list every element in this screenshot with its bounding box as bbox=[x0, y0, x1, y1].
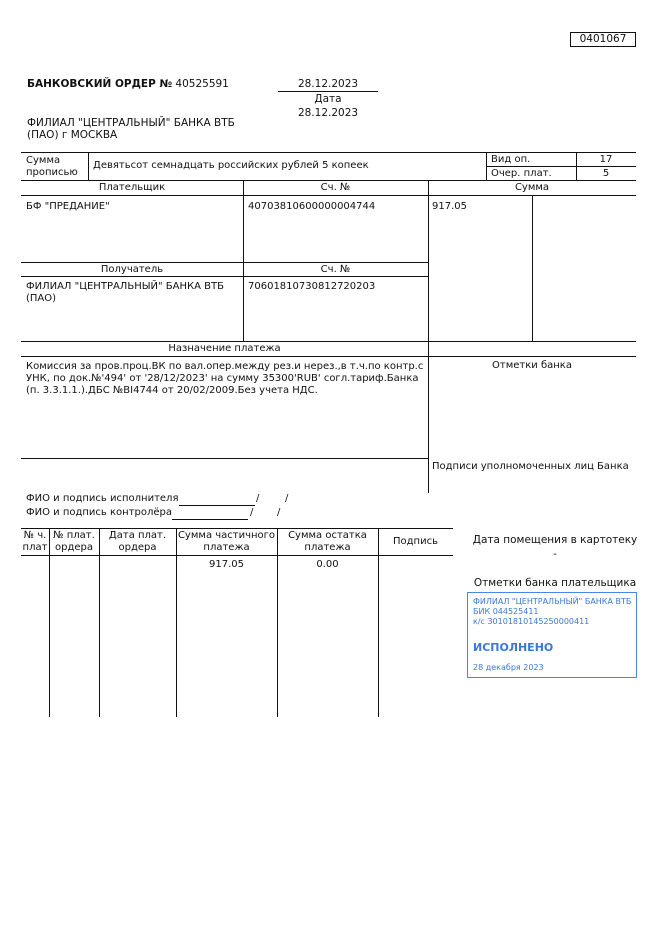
col-header-order-no-1: № плат. bbox=[53, 530, 95, 541]
payer-bank-marks-label: Отметки банка плательщика bbox=[473, 577, 637, 589]
card-file-label: Дата помещения в картотеку bbox=[472, 534, 638, 546]
cell-partial-sum: 917.05 bbox=[209, 559, 244, 570]
priority-label: Очер. плат. bbox=[491, 168, 552, 179]
executor-signature-line[interactable] bbox=[179, 505, 255, 506]
stamp-bik: БИК 044525411 bbox=[473, 607, 539, 616]
col-header-part-no-2: плат bbox=[22, 542, 48, 553]
col-header-partial-sum bbox=[176, 530, 277, 554]
bank-marks-label: Отметки банка bbox=[492, 360, 572, 371]
payer-account-header: Сч. № bbox=[320, 182, 351, 193]
col-header-order-no-2: ордера bbox=[54, 542, 93, 553]
stamp-status: ИСПОЛНЕНО bbox=[473, 641, 554, 654]
operation-type-label: Вид оп. bbox=[491, 154, 531, 165]
controller-signature bbox=[26, 507, 172, 518]
authorized-signatures-label: Подписи уполномоченных лиц Банка bbox=[432, 461, 629, 472]
slash-3: / bbox=[250, 507, 254, 518]
card-file-value: - bbox=[553, 549, 557, 560]
amount-words-value: Девятьсот семнадцать российских рублей 5 копеек bbox=[93, 160, 369, 171]
col-header-remaining-sum-1: Сумма остатка bbox=[288, 530, 367, 541]
amount-words-label bbox=[26, 155, 78, 179]
purpose-line3: (п. 3.3.1.1.).ДБС №BI4744 от 20/02/2009.Без учета НДС. bbox=[26, 385, 318, 396]
col-header-order-date bbox=[99, 530, 176, 554]
recipient-name-line1: ФИЛИАЛ "ЦЕНТРАЛЬНЫЙ" БАНКА ВТБ bbox=[26, 281, 224, 292]
bank-name-line2: (ПАО) г МОСКВА bbox=[27, 129, 118, 141]
order-title bbox=[27, 78, 229, 90]
controller-label: ФИО и подпись контролёра bbox=[26, 507, 173, 518]
col-header-signature: Подпись bbox=[393, 536, 438, 547]
sum-header: Сумма bbox=[514, 182, 550, 193]
purpose-line1: Комиссия за пров.проц.ВК по вал.опер.между рез.и нерез.,в т.ч.по контр.с bbox=[26, 361, 424, 372]
priority-value: 5 bbox=[602, 168, 610, 179]
payer-account: 40703810600000004744 bbox=[248, 201, 376, 212]
order-date: 28.12.2023 bbox=[297, 78, 359, 90]
recipient-name bbox=[26, 281, 224, 305]
purpose-text bbox=[26, 361, 423, 397]
purpose-line2: УНК, по док.№'494' от '28/12/2023' на сумму 35300'RUB' согл.тариф.Банка bbox=[26, 373, 419, 384]
executed-stamp bbox=[467, 592, 637, 678]
col-header-order-date-1: Дата плат. bbox=[108, 530, 167, 541]
col-header-partial-sum-2: платежа bbox=[203, 542, 250, 553]
executor-label: ФИО и подпись исполнителя bbox=[26, 493, 179, 504]
sum-value: 917.05 bbox=[432, 201, 467, 212]
order-number: 40525591 bbox=[175, 78, 229, 90]
stamp-ks: к/с 30101810145250000411 bbox=[473, 617, 590, 626]
executor-signature bbox=[26, 493, 178, 504]
slash-2: / bbox=[285, 493, 289, 504]
amount-words-label-1: Сумма bbox=[26, 155, 61, 166]
col-header-order-no bbox=[49, 530, 99, 554]
controller-signature-line[interactable] bbox=[172, 519, 248, 520]
operation-type-value: 17 bbox=[599, 154, 613, 165]
order-title-label: БАНКОВСКИЙ ОРДЕР № bbox=[27, 78, 173, 90]
stamp-bank: ФИЛИАЛ "ЦЕНТРАЛЬНЫЙ" БАНКА ВТБ bbox=[473, 597, 632, 606]
recipient-account: 70601810730812720203 bbox=[248, 281, 376, 292]
purpose-header: Назначение платежа bbox=[168, 343, 281, 354]
recipient-header: Получатель bbox=[100, 264, 164, 275]
date-label: Дата bbox=[314, 93, 342, 105]
recipient-account-header: Сч. № bbox=[320, 264, 351, 275]
stamp-date: 28 декабря 2023 bbox=[473, 663, 544, 672]
col-header-remaining-sum-2: платежа bbox=[304, 542, 351, 553]
col-header-remaining-sum bbox=[277, 530, 378, 554]
col-header-part-no bbox=[21, 530, 49, 554]
slash-4: / bbox=[277, 507, 281, 518]
col-header-order-date-2: ордера bbox=[118, 542, 157, 553]
order-date-2: 28.12.2023 bbox=[297, 107, 359, 119]
recipient-name-line2: (ПАО) bbox=[26, 293, 57, 304]
slash-1: / bbox=[256, 493, 260, 504]
amount-words-label-2: прописью bbox=[26, 167, 78, 178]
form-code: 0401067 bbox=[570, 32, 636, 47]
col-header-part-no-1: № ч. bbox=[23, 530, 47, 541]
payer-name: БФ "ПРЕДАНИЕ" bbox=[26, 201, 110, 212]
cell-remaining-sum: 0.00 bbox=[316, 559, 339, 570]
col-header-partial-sum-1: Сумма частичного bbox=[177, 530, 276, 541]
payer-header: Плательщик bbox=[98, 182, 166, 193]
bank-name-line1: ФИЛИАЛ "ЦЕНТРАЛЬНЫЙ" БАНКА ВТБ bbox=[27, 117, 235, 129]
